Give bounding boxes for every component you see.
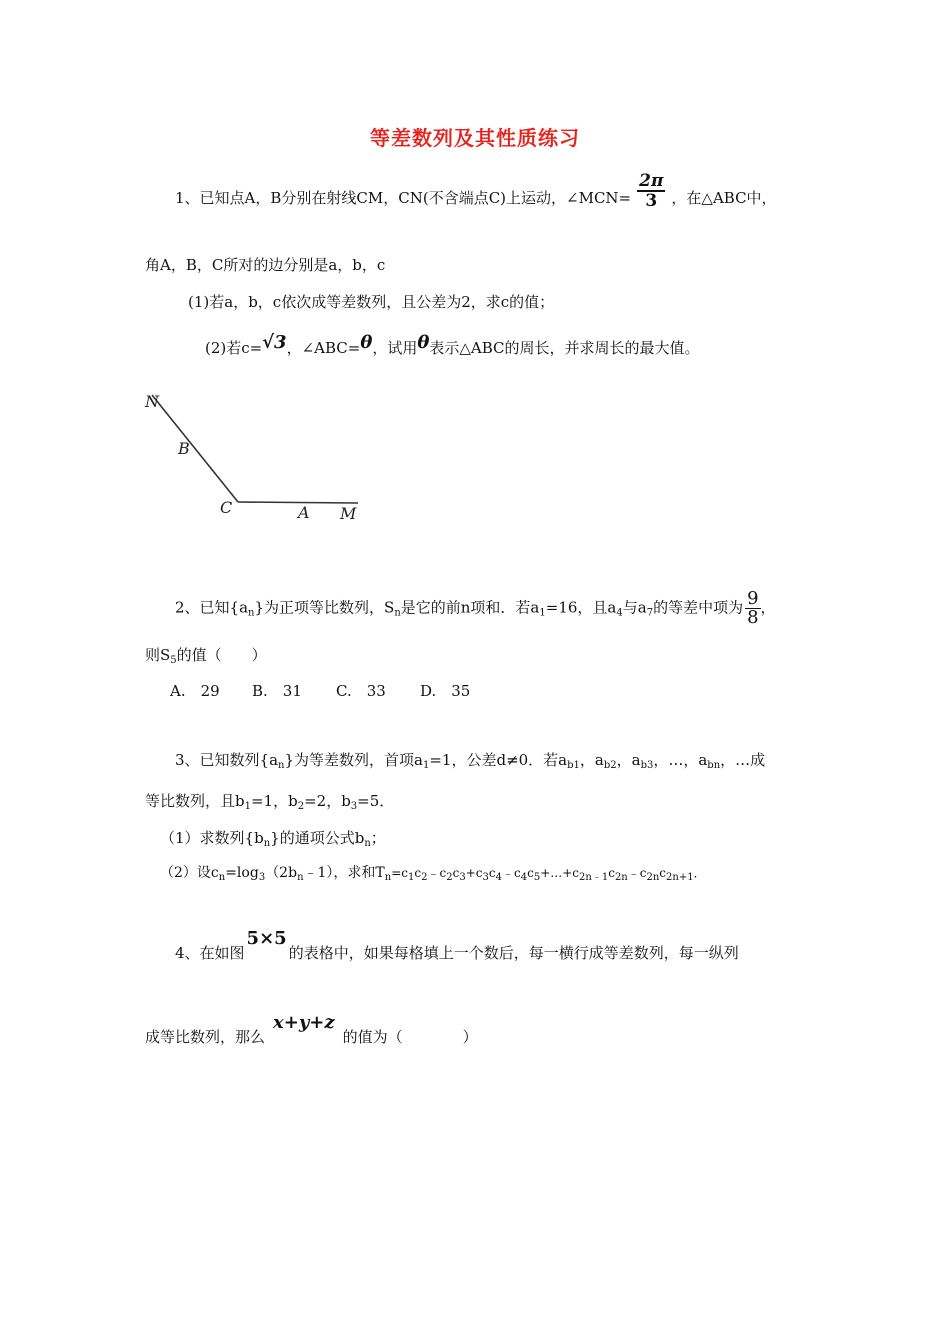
q2-option-c: C. 33 [336,682,386,700]
q1-part2: (2)若c=√3，∠ABC=θ，试用θ表示△ABC的周长，并求周长的最大值。 [205,332,700,357]
q1-angle-fraction: $\frac{2\pi}{3}$ [639,171,664,211]
q2-line2: 则$S_5$的值（ ） [145,646,267,666]
q3-line1: 3、已知数列$\{a_n\}$为等差数列，首项$a_1=1$，公差d≠0．若$a_{b1}$，$a_{b2}$，$a_{b3}$，…，$a_{bn}$，…成 [175,751,766,771]
q3-line2: 等比数列，且$b_1=1$，$b_2=2$，$b_3=5$． [145,792,395,812]
q2-mean-fraction: $\frac{9}{8}$ [747,588,759,628]
q2-option-a: A. 29 [170,682,220,700]
q1-part1: (1)若a，b，c依次成等差数列，且公差为2，求c的值； [188,293,555,311]
q3-part1: （1）求数列$\{b_n\}$的通项公式$b_n$； [160,829,386,849]
q1-figure [140,385,370,530]
q4-expression: x+y+z [273,1012,335,1033]
q4-grid-size: 5×5 [246,928,287,949]
ray-cn [152,395,238,502]
label-n: N [145,392,159,411]
label-b: B [178,439,190,458]
page-title: 等差数列及其性质练习 [370,126,580,150]
q1-line1: 1、已知点A，B分别在射线CM，CN(不含端点C)上运动，∠MCN= $\frac{2\pi}{3}$ ，在△ABC中， [175,171,777,211]
q3-part2: （2）设$c_n=\log_3(2b_n﹣1)$，求和$T_n=c_1c_2﹣c_2c_3+c_3c_4﹣c_4c_5+\dots+c_{2n﹣1}c_{2n}﹣c_{2n}c_{2n+1}$． [160,865,706,883]
label-a: A [298,503,310,522]
q1-line2: 角A，B，C所对的边分别是a，b，c [145,256,386,274]
label-m: M [340,504,357,523]
q4-line2: 成等比数列，那么x+y+z的值为（ ） [145,1012,478,1046]
q2-option-b: B. 31 [252,682,302,700]
q2-option-d: D. 35 [420,682,471,700]
label-c: C [220,498,233,517]
q4-line1: 4、在如图5×5的表格中，如果每格填上一个数后，每一横行成等差数列，每一纵列 [175,928,739,962]
q2-line1: 2、已知$\{a_n\}$为正项等比数列，$S_n$是它的前n项和．若$a_1=16$，且$a_4$与$a_7$的等差中项为 $\frac{9}{8}$ ， [175,588,776,628]
